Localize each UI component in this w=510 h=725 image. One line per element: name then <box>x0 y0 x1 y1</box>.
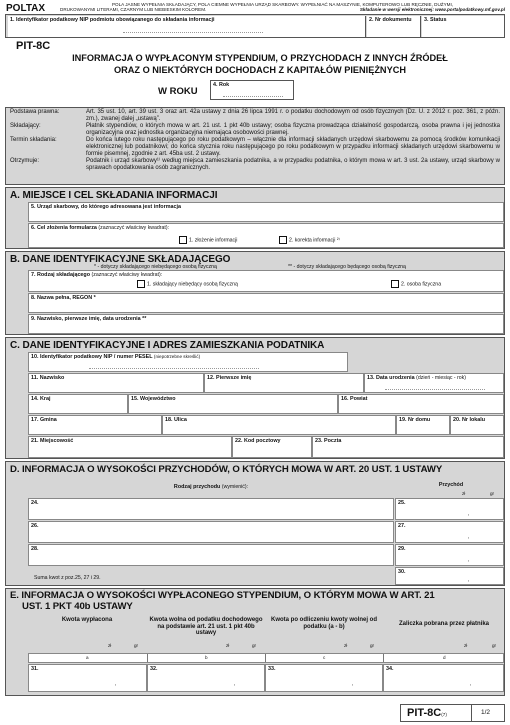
col-header-exempt: Kwota wolna od podatku dochodowego na podstawie art. 21 ust. 1 pkt 40b ustawy <box>149 617 263 637</box>
purpose-option-1-label: 1. złożenie informacji <box>189 237 238 244</box>
submitter-type-option-2[interactable] <box>391 280 441 288</box>
form-title <box>20 52 500 76</box>
full-name-label: 8. Nazwa pełna, REGON * <box>31 295 96 301</box>
purpose-option-1[interactable] <box>179 236 237 244</box>
decimal-separator: , <box>468 511 470 517</box>
col-letter-b: b <box>205 655 208 660</box>
info-key: Termin składania: <box>10 137 57 144</box>
info-key: Składający: <box>10 123 41 130</box>
brand-logo: POLTAX <box>6 3 46 14</box>
income-kind-row-3[interactable] <box>28 544 394 566</box>
year-label: 4. Rok <box>213 82 230 88</box>
info-key: Otrzymuje: <box>10 158 40 165</box>
instructions-line1: POLA JASNE WYPEŁNIA SKŁADAJĄCY, POLA CIEMNE WYPEŁNIA URZĄD SKARBOWY. WYPEŁNIAĆ NA MASZYNIE, KOMPUTEROWO LUB RĘCZNIE, DUŻYMI, <box>111 2 454 7</box>
status-field[interactable] <box>422 16 504 37</box>
checkbox-icon[interactable] <box>137 280 145 288</box>
county-label: 16. Powiat <box>341 396 368 402</box>
info-text: Art. 35 ust. 10, art. 39 ust. 3 oraz art. 42a ustawy z dnia 26 lipca 1991 r. o podatku dochodowym od osób fizycznych (Dz. U. z 2012 r. poz. 361, z późn. zm.), zwanej dalej „ustawą”. <box>86 109 500 122</box>
sum-label: Suma kwot z poz.25, 27 i 29. <box>34 575 101 581</box>
checkbox-icon[interactable] <box>279 236 287 244</box>
taxpayer-id-label-row <box>29 353 347 361</box>
submitter-type-label-row <box>29 271 503 279</box>
field-number: 34. <box>386 666 394 672</box>
unit-zl: zł <box>226 643 230 648</box>
section-a-title: A. MIEJSCE I CEL SKŁADANIA INFORMACJI <box>10 190 218 201</box>
info-text: Do końca lutego roku następującego po roku podatkowym – włącznie dla informacji składanych urzędowi skarbowemu za pomocą środków komunikacji elektronicznej lub podatnikowi; do końca stycznia roku następującego po roku podatkowym w przypadku informacji składanych urzędowi skarbowemu w formie pisemnej, zgodnie z art. 45ba ust. 2 ustawy. <box>86 137 500 157</box>
advance-field[interactable] <box>383 664 504 692</box>
income-kind-header <box>28 484 394 490</box>
income-amount-row-3[interactable] <box>395 544 504 566</box>
nip-field[interactable] <box>8 16 366 37</box>
col-letter-d: d <box>443 655 446 660</box>
income-unit-zl: zł <box>462 491 466 496</box>
unit-gr: gr <box>370 643 375 648</box>
field-number: 24. <box>31 500 39 506</box>
doc-number-label: 2. Nr dokumentu <box>369 17 412 23</box>
municipality-label: 17. Gmina <box>31 417 57 423</box>
decimal-separator: , <box>468 557 470 563</box>
col-header-after-deduction: Kwota po odliczeniu kwoty wolnej od podatku (a - b) <box>270 617 377 630</box>
unit-gr: gr <box>134 643 139 648</box>
unit-gr: gr <box>492 643 497 648</box>
decimal-separator: , <box>115 681 117 687</box>
after-deduction-field[interactable] <box>265 664 383 692</box>
section-b <box>5 251 505 335</box>
last-name-field[interactable] <box>28 373 204 393</box>
postal-code-label: 22. Kod pocztowy <box>235 438 281 444</box>
income-kind-hint: (wymienić): <box>221 484 249 490</box>
info-row-legal-basis <box>10 109 500 122</box>
unit-zl: zł <box>108 643 112 648</box>
checkbox-icon[interactable] <box>391 280 399 288</box>
year-field[interactable] <box>210 80 294 100</box>
country-field[interactable] <box>28 394 128 414</box>
taxpayer-id-hint: (niepotrzebne skreślić) <box>153 354 201 359</box>
income-amount-row-2[interactable] <box>395 521 504 543</box>
full-name-field[interactable] <box>28 293 504 313</box>
scholarship-letters-row <box>28 653 504 663</box>
county-field[interactable] <box>338 394 504 414</box>
field-number: 27. <box>398 523 406 529</box>
decimal-separator: , <box>234 681 236 687</box>
municipality-field[interactable] <box>28 415 162 435</box>
post-office-field[interactable] <box>312 436 504 458</box>
submitter-type-option-1-label: 1. składający niebędący osobą fizyczną <box>147 281 238 288</box>
income-kind-row-2[interactable] <box>28 521 394 543</box>
paid-amount-field[interactable] <box>28 664 147 692</box>
top-fields-panel <box>5 14 505 38</box>
section-b-note-2: ** - dotyczy składającego będącego osobą fizyczną <box>288 264 406 270</box>
info-row-deadline <box>10 137 500 157</box>
section-b-note-1: * - dotyczy składającego niebędącego osobą fizyczną <box>94 264 217 270</box>
info-text: Płatnik stypendiów, o których mowa w art. 21 ust. 1 pkt 40b ustawy; osoba fizyczna prowadząca działalność gospodarczą, osoba prawna i jej jednostka organizacyjna oraz jednostka organizacyjna niemająca osobowości prawnej. <box>86 123 500 136</box>
field-number: 30. <box>398 569 406 575</box>
form-title-line1: INFORMACJA O WYPŁACONYM STYPENDIUM, O PRZYCHODACH Z INNYCH ŹRÓDEŁ <box>72 53 448 63</box>
section-e-title-line1: E. INFORMACJA O WYSOKOŚCI WYPŁACONEGO STYPENDIUM, O KTÓRYM MOWA W ART. 21 <box>10 590 435 601</box>
col-header-advance: Zaliczka pobrana przez płatnika <box>398 621 490 627</box>
section-d <box>5 461 505 586</box>
submitter-type-label: 7. Rodzaj składającego <box>31 272 91 278</box>
section-e-title <box>10 591 435 612</box>
purpose-field <box>28 223 504 248</box>
info-box <box>5 107 505 185</box>
scholarship-table-header <box>28 613 504 653</box>
field-number: 31. <box>31 666 39 672</box>
footer-code: PIT-8C <box>407 707 442 719</box>
footer-form-code <box>407 707 447 719</box>
income-sum-field[interactable] <box>395 567 504 585</box>
submitter-type-hint: (zaznaczyć właściwy kwadrat): <box>91 272 163 278</box>
instructions <box>60 2 505 13</box>
col-header-paid: Kwota wypłacona <box>61 617 113 623</box>
income-kind-row-1[interactable] <box>28 498 394 520</box>
footer <box>0 700 510 725</box>
checkbox-icon[interactable] <box>179 236 187 244</box>
footer-box <box>400 704 505 722</box>
purpose-label: 6. Cel złożenia formularza <box>31 225 97 231</box>
nip-label: 1. Identyfikator podatkowy NIP podmiotu obowiązanego do składania informacji <box>10 17 215 23</box>
decimal-separator: , <box>468 577 470 583</box>
field-number: 29. <box>398 546 406 552</box>
surname-label: 9. Nazwisko, pierwsze imię, data urodzenia ** <box>31 316 147 322</box>
city-field[interactable] <box>28 436 232 458</box>
instructions-line2: DRUKOWANYMI LITERAMI, CZARNYM LUB NIEBIESKIM KOLOREM. <box>60 7 207 13</box>
field-number: 32. <box>150 666 158 672</box>
country-label: 14. Kraj <box>31 396 51 402</box>
street-field[interactable] <box>162 415 396 435</box>
instructions-electronic: Składanie w wersji elektronicznej: www.portalpodatkowy.mf.gov.pl <box>359 7 505 13</box>
unit-zl: zł <box>464 643 468 648</box>
taxpayer-id-label: 10. Identyfikator podatkowy NIP / numer PESEL <box>31 354 153 360</box>
submitter-type-option-1[interactable] <box>137 280 238 288</box>
decimal-separator: , <box>352 681 354 687</box>
birth-date-field[interactable] <box>364 373 504 393</box>
col-letter-a: a <box>86 655 89 660</box>
info-key: Podstawa prawna: <box>10 109 60 115</box>
doc-number-field[interactable] <box>367 16 421 37</box>
purpose-option-2[interactable] <box>279 236 340 244</box>
income-unit-gr: gr <box>490 491 495 496</box>
exempt-amount-field[interactable] <box>147 664 265 692</box>
form-code: PIT-8C <box>16 40 51 52</box>
info-text: Podatnik i urząd skarbowy¹⁾ według miejsca zamieszkania podatnika, a w przypadku podatnika, o którym mowa w art. 3 ust. 2a ustawy, urząd skarbowy w sprawach opodatkowania osób zagranicznych. <box>86 158 500 171</box>
col-letter-c: c <box>323 655 326 660</box>
info-row-recipient <box>10 158 500 171</box>
city-label: 21. Miejscowość <box>31 438 74 444</box>
section-b-title: B. DANE IDENTYFIKACYJNE SKŁADAJĄCEGO <box>10 254 231 265</box>
income-header: Przychód <box>438 482 464 488</box>
decimal-separator: , <box>470 681 472 687</box>
info-row-submitter <box>10 123 500 136</box>
year-prefix: W ROKU <box>158 86 198 97</box>
section-a <box>5 187 505 249</box>
field-number: 28. <box>31 546 39 552</box>
post-office-label: 23. Poczta <box>315 438 342 444</box>
tax-office-field[interactable] <box>28 202 504 222</box>
postal-code-field[interactable] <box>232 436 312 458</box>
birth-date-label-row <box>365 374 503 382</box>
last-name-label: 11. Nazwisko <box>31 375 65 381</box>
surname-field[interactable] <box>28 314 504 334</box>
unit-zl: zł <box>344 643 348 648</box>
purpose-label-row <box>29 224 503 232</box>
apartment-number-field[interactable] <box>450 415 504 435</box>
house-number-field[interactable] <box>396 415 450 435</box>
section-c-title: C. DANE IDENTYFIKACYJNE I ADRES ZAMIESZKANIA PODATNIKA <box>10 340 325 351</box>
first-name-label: 12. Pierwsze imię <box>207 375 252 381</box>
street-label: 18. Ulica <box>165 417 187 423</box>
house-number-label: 19. Nr domu <box>399 417 431 423</box>
section-e <box>5 588 505 696</box>
footer-version: (7) <box>441 712 447 717</box>
field-number: 25. <box>398 500 406 506</box>
income-amount-row-1[interactable] <box>395 498 504 520</box>
birth-date-hint: (dzień - miesiąc - rok) <box>416 375 467 381</box>
birth-date-label: 13. Data urodzenia <box>367 375 415 381</box>
purpose-option-2-label: 2. korekta informacji ²⁾ <box>289 237 340 244</box>
purpose-hint: (zaznaczyć właściwy kwadrat): <box>98 225 170 231</box>
field-number: 33. <box>268 666 276 672</box>
income-kind-label: Rodzaj przychodu <box>173 484 221 490</box>
decimal-separator: , <box>468 534 470 540</box>
submitter-type-option-2-label: 2. osoba fizyczna <box>401 281 442 288</box>
taxpayer-id-field[interactable] <box>28 352 348 372</box>
page-number: 1/2 <box>481 709 491 716</box>
apartment-number-label: 20. Nr lokalu <box>453 417 486 423</box>
submitter-type-field <box>28 270 504 292</box>
tax-office-label: 5. Urząd skarbowy, do którego adresowana jest informacja <box>31 204 181 210</box>
section-d-title: D. INFORMACJA O WYSOKOŚCI PRZYCHODÓW, O KTÓRYCH MOWA W ART. 20 UST. 1 USTAWY <box>10 464 443 475</box>
field-number: 26. <box>31 523 39 529</box>
voivodeship-field[interactable] <box>128 394 338 414</box>
section-c <box>5 337 505 459</box>
section-e-title-line2: UST. 1 PKT 40b USTAWY <box>22 600 133 612</box>
status-label: 3. Status <box>424 17 447 23</box>
unit-gr: gr <box>252 643 257 648</box>
form-title-line2: ORAZ O NIEKTÓRYCH DOCHODACH Z KAPITAŁÓW PIENIĘŻNYCH <box>114 65 406 75</box>
first-name-field[interactable] <box>204 373 364 393</box>
voivodeship-label: 15. Województwo <box>131 396 176 402</box>
